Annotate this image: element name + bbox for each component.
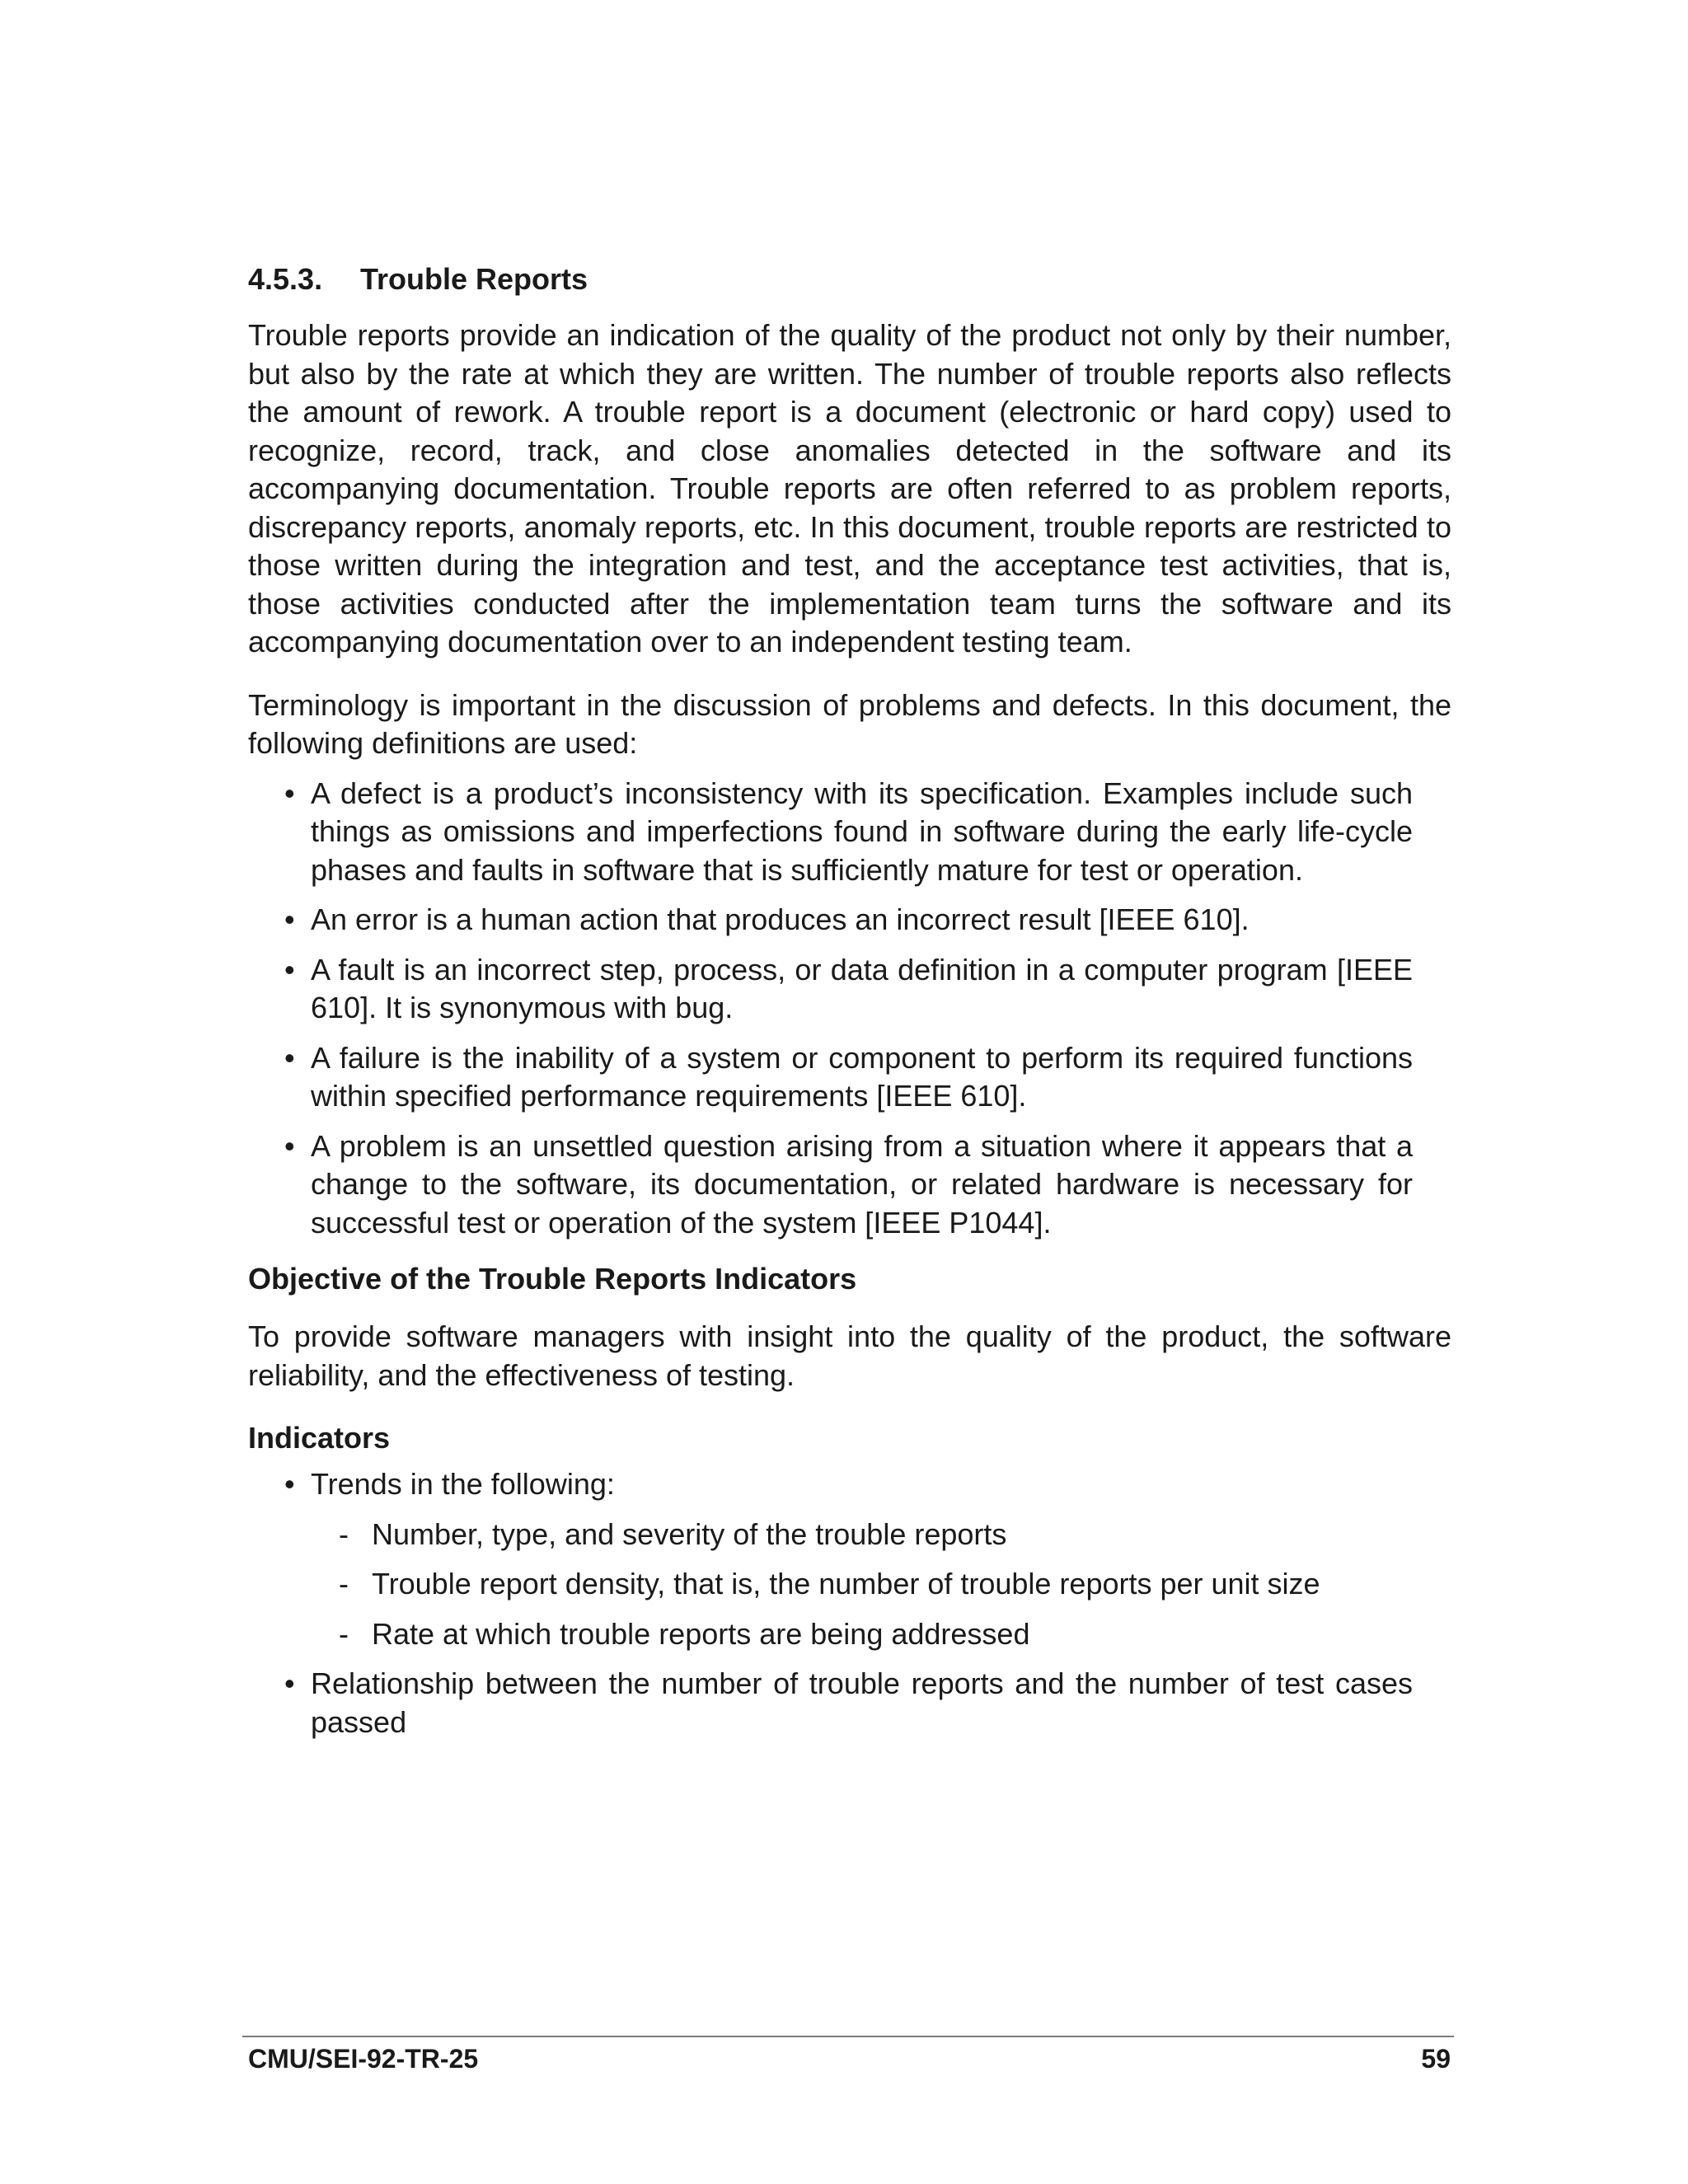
indicator-item-trends [248, 1465, 1451, 1653]
definition-text: A failure is the inability of a system or component to perform its required functions within specified performance requirements [IEEE 610]. [311, 1040, 1413, 1113]
trends-sublist [311, 1516, 1413, 1654]
bullet-marker: • [284, 776, 295, 810]
indicator-relationship-text: Relationship between the number of trouble reports and the number of test cases passed [311, 1666, 1413, 1739]
definition-item [248, 951, 1451, 1028]
bullet-marker: • [284, 1040, 295, 1075]
definition-item [248, 775, 1451, 890]
trend-text: Number, type, and severity of the trouble reports [372, 1516, 1007, 1551]
bullet-marker: • [284, 902, 295, 936]
indicator-item-relationship [248, 1665, 1451, 1741]
footer-report-id: CMU/SEI-92-TR-25 [248, 2044, 479, 2074]
footer-page-number: 59 [1421, 2044, 1451, 2074]
bullet-marker: • [284, 1666, 295, 1700]
section-number: 4.5.3. [248, 262, 323, 296]
section-title: Trouble Reports [360, 262, 588, 296]
terminology-paragraph: Terminology is important in the discussion of problems and defects. In this document, the following definitions are used: [248, 687, 1451, 760]
definition-text: A defect is a product’s inconsistency with its specification. Examples include such things as omissions and imperfections found in software during the early life-cycle phases and faults in software that is sufficiently mature for test or operation. [311, 776, 1413, 887]
intro-paragraph: Trouble reports provide an indication of the quality of the product not only by their number, but also by the rate at which they are written. The number of trouble reports also reflects the amount of rework. A trouble report is a document (electronic or hard copy) used to recognize, record, track, and close anomalies detected in the software and its accompanying documentation. Trouble reports are often referred to as problem reports, discrepancy reports, anomaly reports, etc. In this document, trouble reports are restricted to those written during the integration and test, and the acceptance test activities, that is, those activities conducted after the implementation team turns the software and its accompanying documentation over to an independent testing team. [248, 318, 1451, 658]
dash-marker: - [339, 1567, 349, 1601]
dash-marker: - [339, 1616, 349, 1651]
dash-marker: - [339, 1516, 349, 1551]
definition-item [248, 1039, 1451, 1116]
definition-text: A problem is an unsettled question arising from a situation where it appears that a change to the software, its documentation, or related hardware is necessary for successful test or operation of the system [IEEE P1044]. [311, 1128, 1413, 1240]
definition-item [248, 901, 1451, 940]
definition-text: An error is a human action that produces an incorrect result [IEEE 610]. [311, 902, 1250, 936]
objective-heading: Objective of the Trouble Reports Indicators [248, 1262, 857, 1296]
bullet-marker: • [284, 1467, 295, 1501]
definition-item [248, 1127, 1451, 1243]
trend-item [311, 1615, 1413, 1654]
trend-item [311, 1516, 1413, 1554]
definitions-list [248, 775, 1451, 1243]
trend-text: Rate at which trouble reports are being addressed [372, 1616, 1030, 1651]
definition-text: A fault is an incorrect step, process, or data definition in a computer program [IEEE 610]. It is synonymous with bug. [311, 952, 1413, 1024]
trend-text: Trouble report density, that is, the number of trouble reports per unit size [372, 1567, 1320, 1601]
indicators-heading: Indicators [248, 1421, 391, 1455]
page-content [248, 260, 1451, 1753]
footer-divider [242, 2036, 1454, 2037]
bullet-marker: • [284, 952, 295, 987]
bullet-marker: • [284, 1128, 295, 1163]
indicators-list [248, 1465, 1451, 1741]
objective-text: To provide software managers with insight into the quality of the product, the software reliability, and the effectiveness of testing. [248, 1319, 1451, 1392]
trend-item [311, 1565, 1413, 1604]
indicator-trends-label: Trends in the following: [311, 1467, 615, 1501]
section-heading [248, 260, 1451, 298]
spacer [248, 1254, 1451, 1260]
